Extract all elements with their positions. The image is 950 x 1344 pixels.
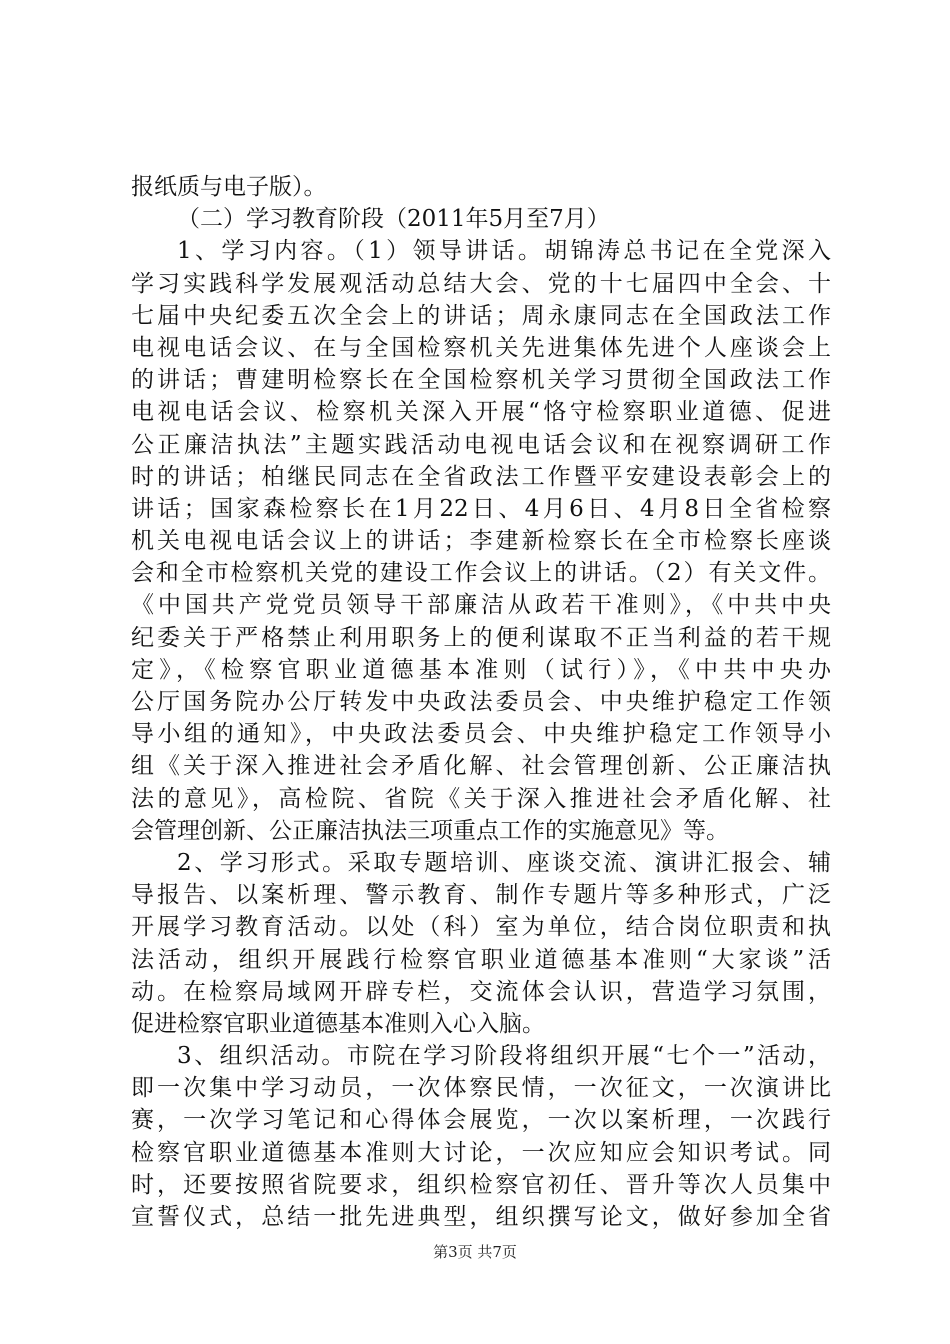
body-line: 的讲话；曹建明检察长在全国检察机关学习贯彻全国政法工作 xyxy=(131,367,831,394)
body-line: 导小组的通知》，中央政法委员会、中央维护稳定工作领导小 xyxy=(131,721,831,748)
body-line: 报纸质与电子版）。 xyxy=(131,174,327,200)
body-line: 动。在检察局域网开辟专栏，交流体会认识，营造学习氛围， xyxy=(131,978,831,1005)
body-line: 会管理创新、公正廉洁执法三项重点工作的实施意见》等。 xyxy=(131,817,729,844)
body-line: 导报告、以案析理、警示教育、制作专题片等多种形式，广泛 xyxy=(131,882,831,909)
body-line: 机关电视电话会议上的讲话；李建新检察长在全市检察长座谈 xyxy=(131,528,831,555)
body-line: 纪委关于严格禁止利用职务上的便利谋取不正当利益的若干规 xyxy=(131,624,831,651)
body-line: 即一次集中学习动员，一次体察民情，一次征文，一次演讲比 xyxy=(131,1075,831,1102)
body-line: 学习实践科学发展观活动总结大会、党的十七届四中全会、十 xyxy=(131,270,831,297)
body-line: 公正廉洁执法”主题实践活动电视电话会议和在视察调研工作 xyxy=(131,431,831,458)
body-line: 电视电话会议、在与全国检察机关先进集体先进个人座谈会上 xyxy=(131,334,831,361)
body-line: 讲话；国家森检察长在1月22日、4月6日、4月8日全省检察 xyxy=(131,495,831,522)
body-line: 赛，一次学习笔记和心得体会展览，一次以案析理，一次践行 xyxy=(131,1107,831,1134)
body-line: 组《关于深入推进社会矛盾化解、社会管理创新、公正廉洁执 xyxy=(131,753,831,780)
body-line: 宣誓仪式，总结一批先进典型，组织撰写论文，做好参加全省 xyxy=(131,1204,831,1230)
body-line: 公厅国务院办公厅转发中央政法委员会、中央维护稳定工作领 xyxy=(131,689,831,715)
body-line: 法的意见》，高检院、省院《关于深入推进社会矛盾化解、社 xyxy=(131,785,831,812)
body-line: 定》，《检察官职业道德基本准则（试行）》，《中共中央办 xyxy=(131,656,831,683)
body-line: 会和全市检察机关党的建设工作会议上的讲话。（2）有关文件。 xyxy=(131,560,831,587)
paragraph-start: 2、学习形式。采取专题培训、座谈交流、演讲汇报会、辅 xyxy=(177,849,831,876)
body-line: 促进检察官职业道德基本准则入心入脑。 xyxy=(131,1010,545,1037)
body-line: 时，还要按照省院要求，组织检察官初任、晋升等次人员集中 xyxy=(131,1171,831,1198)
paragraph-start: 1、学习内容。（1）领导讲话。胡锦涛总书记在全党深入 xyxy=(177,238,831,265)
body-line: 电视电话会议、检察机关深入开展“恪守检察职业道德、促进 xyxy=(131,399,831,426)
body-line: 检察官职业道德基本准则大讨论，一次应知应会知识考试。同 xyxy=(131,1139,831,1166)
body-line: 《中国共产党党员领导干部廉洁从政若干准则》，《中共中央 xyxy=(131,592,831,619)
page-number-footer: 第3页 共7页 xyxy=(433,1243,517,1261)
body-line: 法活动，组织开展践行检察官职业道德基本准则“大家谈”活 xyxy=(131,946,831,973)
section-heading: （二）学习教育阶段（2011年5月至7月） xyxy=(177,206,610,233)
body-line: 七届中央纪委五次全会上的讲话；周永康同志在全国政法工作 xyxy=(131,302,831,329)
document-body xyxy=(131,171,831,1233)
body-line: 开展学习教育活动。以处（科）室为单位，结合岗位职责和执 xyxy=(131,914,831,941)
body-line: 时的讲话；柏继民同志在全省政法工作暨平安建设表彰会上的 xyxy=(131,463,831,490)
paragraph-start: 3、组织活动。市院在学习阶段将组织开展“七个一”活动， xyxy=(177,1043,831,1070)
